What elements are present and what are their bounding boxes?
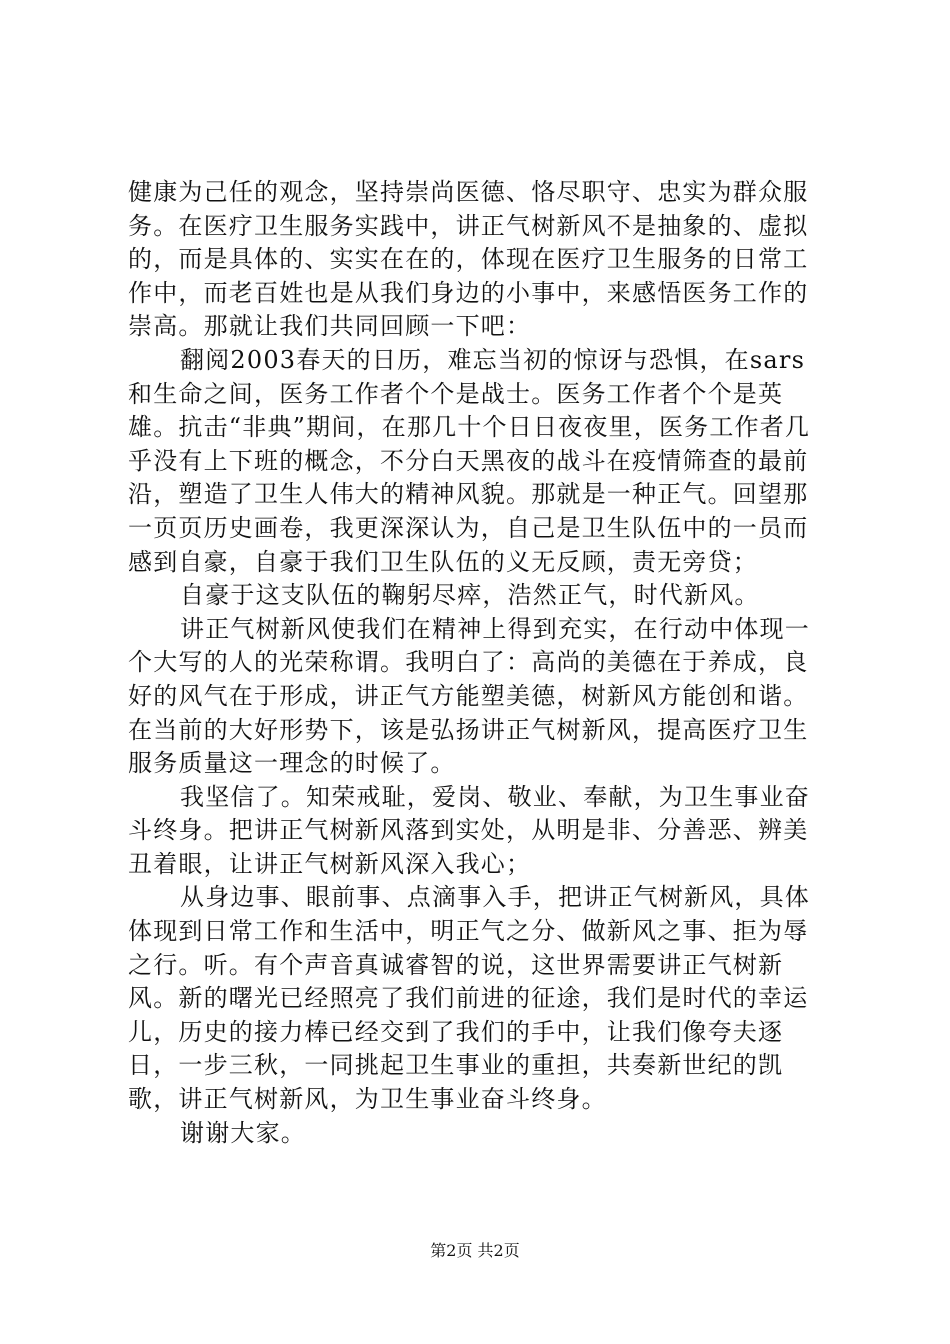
paragraph: 翻阅2003春天的日历，难忘当初的惊讶与恐惧，在sars和生命之间，医务工作者个个是战士。医务工作者个个是英雄。抗击“非典”期间，在那几十个日日夜夜里，医务工作者几乎没有上下班的概念，不分白天黑夜的战斗在疫情筛查的最前沿，塑造了卫生人伟大的精神风貌。那就是一种正气。回望那一页页历史画卷，我更深深认为，自己是卫生队伍中的一员而感到自豪，自豪于我们卫生队伍的义无反顾，责无旁贷； [128,345,811,576]
page-number-footer: 第2页 共2页 [430,1241,520,1260]
paragraph: 谢谢大家。 [180,1118,306,1147]
document-body [128,176,828,1150]
paragraph: 从身边事、眼前事、点滴事入手，把讲正气树新风，具体体现到日常工作和生活中，明正气之分、做新风之事、拒为辱之行。听。有个声音真诚睿智的说，这世界需要讲正气树新风。新的曙光已经照亮了我们前进的征途，我们是时代的幸运儿，历史的接力棒已经交到了我们的手中，让我们像夸夫逐日，一步三秋，一同挑起卫生事业的重担，共奏新世纪的凯歌，讲正气树新风，为卫生事业奋斗终身。 [128,883,810,1114]
paragraph: 我坚信了。知荣戒耻，爱岗、敬业、奉献，为卫生事业奋斗终身。把讲正气树新风落到实处，从明是非、分善恶、辨美丑着眼，让讲正气树新风深入我心； [128,782,810,878]
paragraph: 讲正气树新风使我们在精神上得到充实，在行动中体现一个大写的人的光荣称谓。我明白了：高尚的美德在于养成，良好的风气在于形成，讲正气方能塑美德，树新风方能创和谐。在当前的大好形势下，该是弘扬讲正气树新风，提高医疗卫生服务质量这一理念的时候了。 [128,614,810,778]
paragraph: 自豪于这支队伍的鞠躬尽瘁，浩然正气，时代新风。 [180,581,760,610]
paragraph: 健康为己任的观念，坚持崇尚医德、恪尽职守、忠实为群众服务。在医疗卫生服务实践中，讲正气树新风不是抽象的、虚拟的，而是具体的、实实在在的，体现在医疗卫生服务的日常工作中，而老百姓也是从我们身边的小事中，来感悟医务工作的崇高。那就让我们共同回顾一下吧： [128,178,809,341]
